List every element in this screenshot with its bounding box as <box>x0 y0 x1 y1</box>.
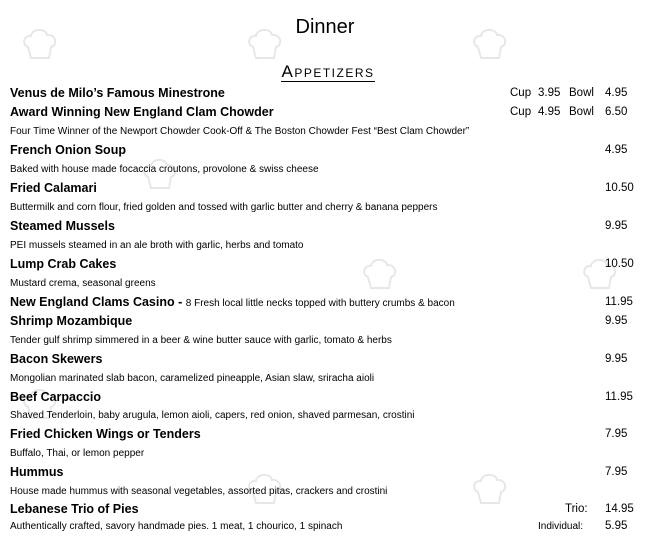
item-price: 9.95 <box>605 220 628 232</box>
item-name: Hummus <box>10 465 64 479</box>
menu-item-minestrone <box>10 84 635 103</box>
item-description-row <box>10 236 635 255</box>
bowl-label: Bowl <box>569 106 594 118</box>
menu-item-fried-calamari <box>10 179 635 198</box>
section-heading <box>0 61 650 83</box>
item-description-row <box>10 369 635 388</box>
menu-item-shrimp-mozambique <box>10 312 635 331</box>
item-name: Lebanese Trio of Pies <box>10 502 139 516</box>
menu-item-clam-chowder <box>10 103 635 122</box>
item-description: 8 Fresh local little necks topped with buttery crumbs & bacon <box>185 298 455 309</box>
item-name <box>10 293 455 313</box>
item-name: Bacon Skewers <box>10 352 103 366</box>
menu-item-chicken-wings <box>10 425 635 444</box>
item-description: Baked with house made focaccia croutons, provolone & swiss cheese <box>10 164 319 175</box>
item-description-row <box>10 331 635 350</box>
item-description-row <box>10 274 635 293</box>
item-description-row <box>10 444 635 463</box>
item-name: Steamed Mussels <box>10 219 115 233</box>
item-description-row <box>10 198 635 217</box>
bowl-price: 4.95 <box>605 87 628 99</box>
individual-label: Individual: <box>538 521 584 532</box>
trio-price: 14.95 <box>605 503 634 515</box>
item-description: House made hummus with seasonal vegetables, assorted pitas, crackers and crostini <box>10 486 388 497</box>
bowl-label: Bowl <box>569 87 594 99</box>
item-name: Shrimp Mozambique <box>10 314 133 328</box>
item-name-text: New England Clams Casino - <box>10 295 183 309</box>
item-description: Authentically crafted, savory handmade pies. 1 meat, 1 chourico, 1 spinach <box>10 521 343 532</box>
item-price: 9.95 <box>605 353 628 365</box>
page-title: Dinner <box>295 16 355 38</box>
item-description: Buttermilk and corn flour, fried golden and tossed with garlic butter and cherry & banana peppers <box>10 202 438 213</box>
menu-item-steamed-mussels <box>10 217 635 236</box>
menu-item-clams-casino <box>10 293 635 312</box>
item-name: Award Winning New England Clam Chowder <box>10 105 274 119</box>
item-description: PEI mussels steamed in an ale broth with garlic, herbs and tomato <box>10 240 304 251</box>
menu-item-bacon-skewers <box>10 350 635 369</box>
individual-price: 5.95 <box>605 520 628 532</box>
item-description: Tender gulf shrimp simmered in a beer & wine butter sauce with garlic, tomato & herbs <box>10 335 392 346</box>
item-description: Mongolian marinated slab bacon, caramelized pineapple, Asian slaw, sriracha aioli <box>10 373 375 384</box>
item-description-row <box>10 160 635 179</box>
item-price: 11.95 <box>605 391 633 403</box>
item-name: Fried Chicken Wings or Tenders <box>10 427 201 441</box>
item-description-row <box>10 517 635 536</box>
item-price: 7.95 <box>605 466 628 478</box>
trio-label: Trio: <box>565 503 588 515</box>
item-name: Lump Crab Cakes <box>10 257 117 271</box>
item-description-row <box>10 482 635 501</box>
item-description: Mustard crema, seasonal greens <box>10 278 156 289</box>
menu-item-french-onion-soup <box>10 141 635 160</box>
menu-item-lump-crab-cakes <box>10 255 635 274</box>
item-price: 10.50 <box>605 258 634 270</box>
item-price: 9.95 <box>605 315 628 327</box>
menu-item-hummus <box>10 463 635 482</box>
item-price: 11.95 <box>605 296 633 308</box>
bowl-price: 6.50 <box>605 106 628 118</box>
item-price: 10.50 <box>605 182 634 194</box>
item-name: Fried Calamari <box>10 181 97 195</box>
item-name: Venus de Milo’s Famous Minestrone <box>10 86 225 100</box>
cup-label: Cup <box>510 106 532 118</box>
item-description-row <box>10 122 635 141</box>
cup-label: Cup <box>510 87 532 99</box>
item-description: Shaved Tenderloin, baby arugula, lemon aioli, capers, red onion, shaved parmesan, crostini <box>10 410 415 421</box>
cup-price: 3.95 <box>538 87 561 99</box>
item-price: 4.95 <box>605 144 628 156</box>
item-description-row <box>10 406 635 425</box>
item-name: French Onion Soup <box>10 143 126 157</box>
menu-item-beef-carpaccio <box>10 388 635 407</box>
cup-price: 4.95 <box>538 106 561 118</box>
item-name: Beef Carpaccio <box>10 390 102 404</box>
item-price: 7.95 <box>605 428 628 440</box>
item-description: Four Time Winner of the Newport Chowder Cook-Off & The Boston Chowder Fest “Best Clam Chowder” <box>10 126 470 137</box>
section-heading-text: Appetizers <box>281 62 375 81</box>
item-description: Buffalo, Thai, or lemon pepper <box>10 448 145 459</box>
